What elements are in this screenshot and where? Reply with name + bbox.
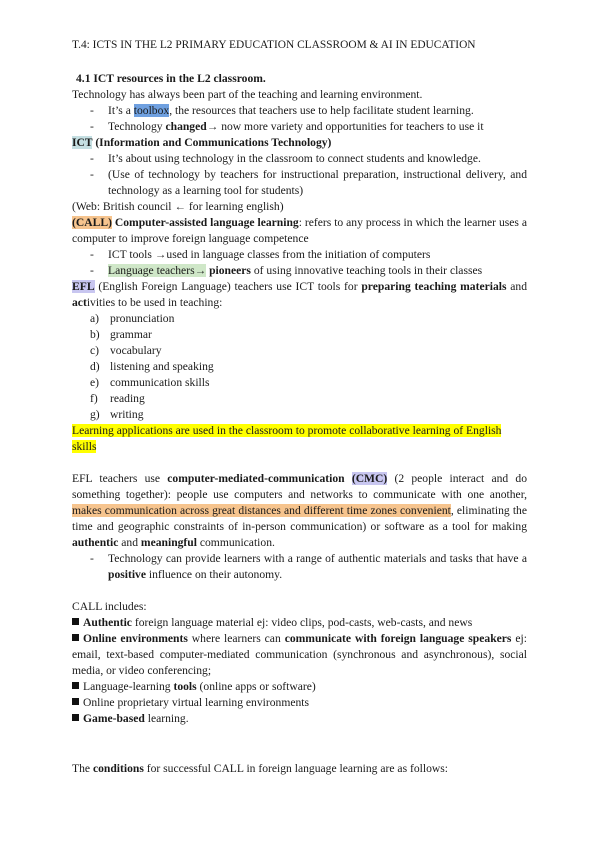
list-item: - Technology changed→ now more variety and opportunities for teachers to use it (72, 119, 527, 135)
include-item: Language-learning tools (online apps or software) (72, 679, 527, 695)
cmc-list (72, 551, 527, 583)
square-bullet-icon (72, 618, 79, 625)
square-bullet-icon (72, 682, 79, 689)
ict-list (72, 151, 527, 199)
page-title: T.4: ICTS IN THE L2 PRIMARY EDUCATION CLASSROOM & AI IN EDUCATION (72, 39, 476, 51)
section-cmc (72, 471, 527, 583)
list-item: g) writing (90, 408, 144, 421)
square-bullet-icon (72, 634, 79, 641)
list-item: e) communication skills (90, 376, 210, 389)
efl-abbr: EFL (72, 280, 95, 293)
list-item: - It’s about using technology in the classroom to connect students and knowledge. (72, 151, 527, 167)
section-call-includes (72, 599, 527, 727)
toolbox-list (72, 103, 527, 135)
highlight-communication: makes communication across great distances and different time zones convenient (72, 504, 451, 517)
efl-definition: EFL (English Foreign Language) teachers use ICT tools for preparing teaching materials and activities to be used in teaching: (72, 280, 528, 309)
cmc-paragraph: EFL teachers use computer-mediated-communication (CMC) (2 people interact and do something together): people use computers and networks to communicate with one another, makes communication across great distances and different time zones convenient, eliminating the time and geographic constraints of in-person communication) or software as a tool for making authentic and meaningful communication. (72, 472, 528, 549)
cmc-abbr: (CMC) (351, 472, 388, 485)
highlight-language-teachers: Language teachers→ (108, 264, 207, 277)
efl-topics-list (72, 311, 527, 423)
square-bullet-icon (72, 714, 79, 721)
list-item: f) reading (90, 392, 145, 405)
list-item: - It’s a toolbox, the resources that teachers use to help facilitate student learning. (72, 103, 527, 119)
ict-definition: ICT (Information and Communications Technology) (72, 136, 332, 149)
highlight-learning-apps: Learning applications are used in the classroom to promote collaborative learning of English skills (72, 424, 502, 453)
ict-abbr: ICT (72, 136, 93, 149)
call-definition: (CALL) Computer-assisted language learning: refers to any process in which the learner uses a computer to improve foreign language competence (72, 216, 527, 245)
learning-apps-note (72, 423, 527, 455)
list-item: - (Use of technology by teachers for instructional preparation, instructional delivery, and technology as a learning tool for students) (72, 167, 527, 199)
square-bullet-icon (72, 698, 79, 705)
list-item: - ICT tools →used in language classes from the initiation of computers (72, 247, 527, 263)
section-conditions (72, 761, 527, 777)
section-ict-resources (72, 87, 527, 455)
conditions-text: The conditions for successful CALL in foreign language learning are as follows: (72, 762, 448, 775)
list-item: d) listening and speaking (90, 360, 214, 373)
section-heading: 4.1 ICT resources in the L2 classroom. (76, 72, 266, 85)
include-item: Online proprietary virtual learning environments (72, 695, 527, 711)
include-item: Online environments where learners can communicate with foreign language speakers ej: email, text-based computer-mediated communication (synchronous and asynchronous), social media, or video conferencing; (72, 632, 527, 677)
intro-text: Technology has always been part of the teaching and learning environment. (72, 88, 423, 101)
list-item: - Technology can provide learners with a range of authentic materials and tasks that have a positive influence on their autonomy. (72, 551, 527, 583)
list-item: a) pronunciation (90, 312, 175, 325)
call-list (72, 247, 527, 279)
include-item: Authentic foreign language material ej: video clips, pod-casts, web-casts, and news (72, 615, 527, 631)
list-item: b) grammar (90, 328, 152, 341)
highlight-toolbox: toolbox (133, 104, 170, 117)
list-item: - Language teachers→ pioneers of using innovative teaching tools in their classes (72, 263, 527, 279)
call-abbr: (CALL) (72, 216, 112, 229)
list-item: c) vocabulary (90, 344, 162, 357)
call-includes-label: CALL includes: (72, 600, 147, 613)
include-item: Game-based learning. (72, 711, 527, 727)
web-note: (Web: British council ← for learning english) (72, 200, 284, 213)
